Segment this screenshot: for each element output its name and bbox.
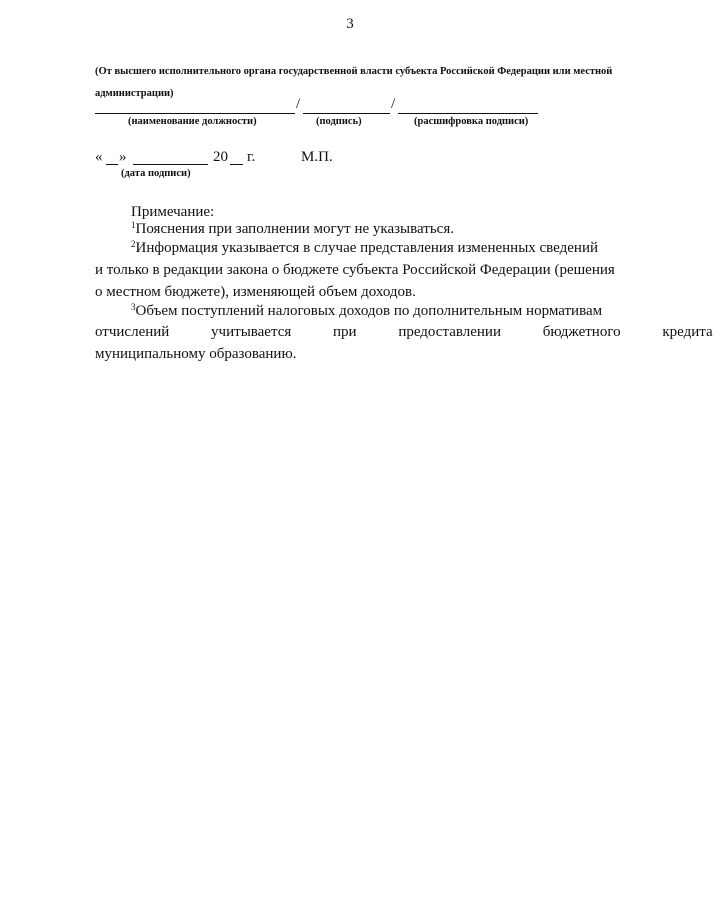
- note-1-line-1: $^1$Пояснения при заполнении могут не указываться.: [131, 220, 454, 237]
- position-line: [95, 113, 295, 114]
- page-number: 3: [346, 16, 354, 32]
- position-caption: (наименование должности): [128, 116, 257, 127]
- month-line: [133, 164, 208, 165]
- note-2-line-2: и только в редакции закона о бюджете субъекта Российской Федерации (решения: [95, 262, 615, 278]
- year-line: [230, 164, 243, 165]
- note-2-sup: 2: [131, 239, 136, 249]
- note-3-line-2: отчислений учитывается при предоставлении бюджетного кредита: [95, 324, 713, 340]
- organization-note-line2: администрации): [95, 88, 174, 99]
- note-3-line-3: муниципальному образованию.: [95, 346, 297, 362]
- date-quote-open: «: [95, 149, 103, 165]
- signature-line: [303, 113, 390, 114]
- date-quote-close: »: [119, 149, 127, 165]
- note-3-line-1: $^3$Объем поступлений налоговых доходов по дополнительным нормативам: [131, 302, 603, 319]
- day-line: [106, 164, 118, 165]
- date-year-prefix: 20: [213, 149, 228, 165]
- decoding-caption: (расшифровка подписи): [414, 116, 529, 127]
- stamp-placeholder: М.П.: [301, 149, 333, 165]
- note-2-line-3: о местном бюджете), изменяющей объем доходов.: [95, 284, 416, 300]
- organization-note-line1: (От высшего исполнительного органа государственной власти субъекта Российской Федерации или местной: [95, 66, 613, 77]
- signature-caption: (подпись): [316, 116, 362, 127]
- notes-title: Примечание:: [131, 204, 215, 220]
- signature-slash-1: /: [296, 96, 301, 112]
- note-1-sup: 1: [131, 220, 136, 230]
- note-2-line-1: $^2$Информация указывается в случае представления измененных сведений: [131, 239, 599, 256]
- decoding-line: [398, 113, 538, 114]
- signature-slash-2: /: [391, 96, 396, 112]
- note-3-sup: 3: [131, 302, 136, 312]
- date-caption: (дата подписи): [121, 168, 191, 179]
- date-year-suffix: г.: [247, 149, 256, 165]
